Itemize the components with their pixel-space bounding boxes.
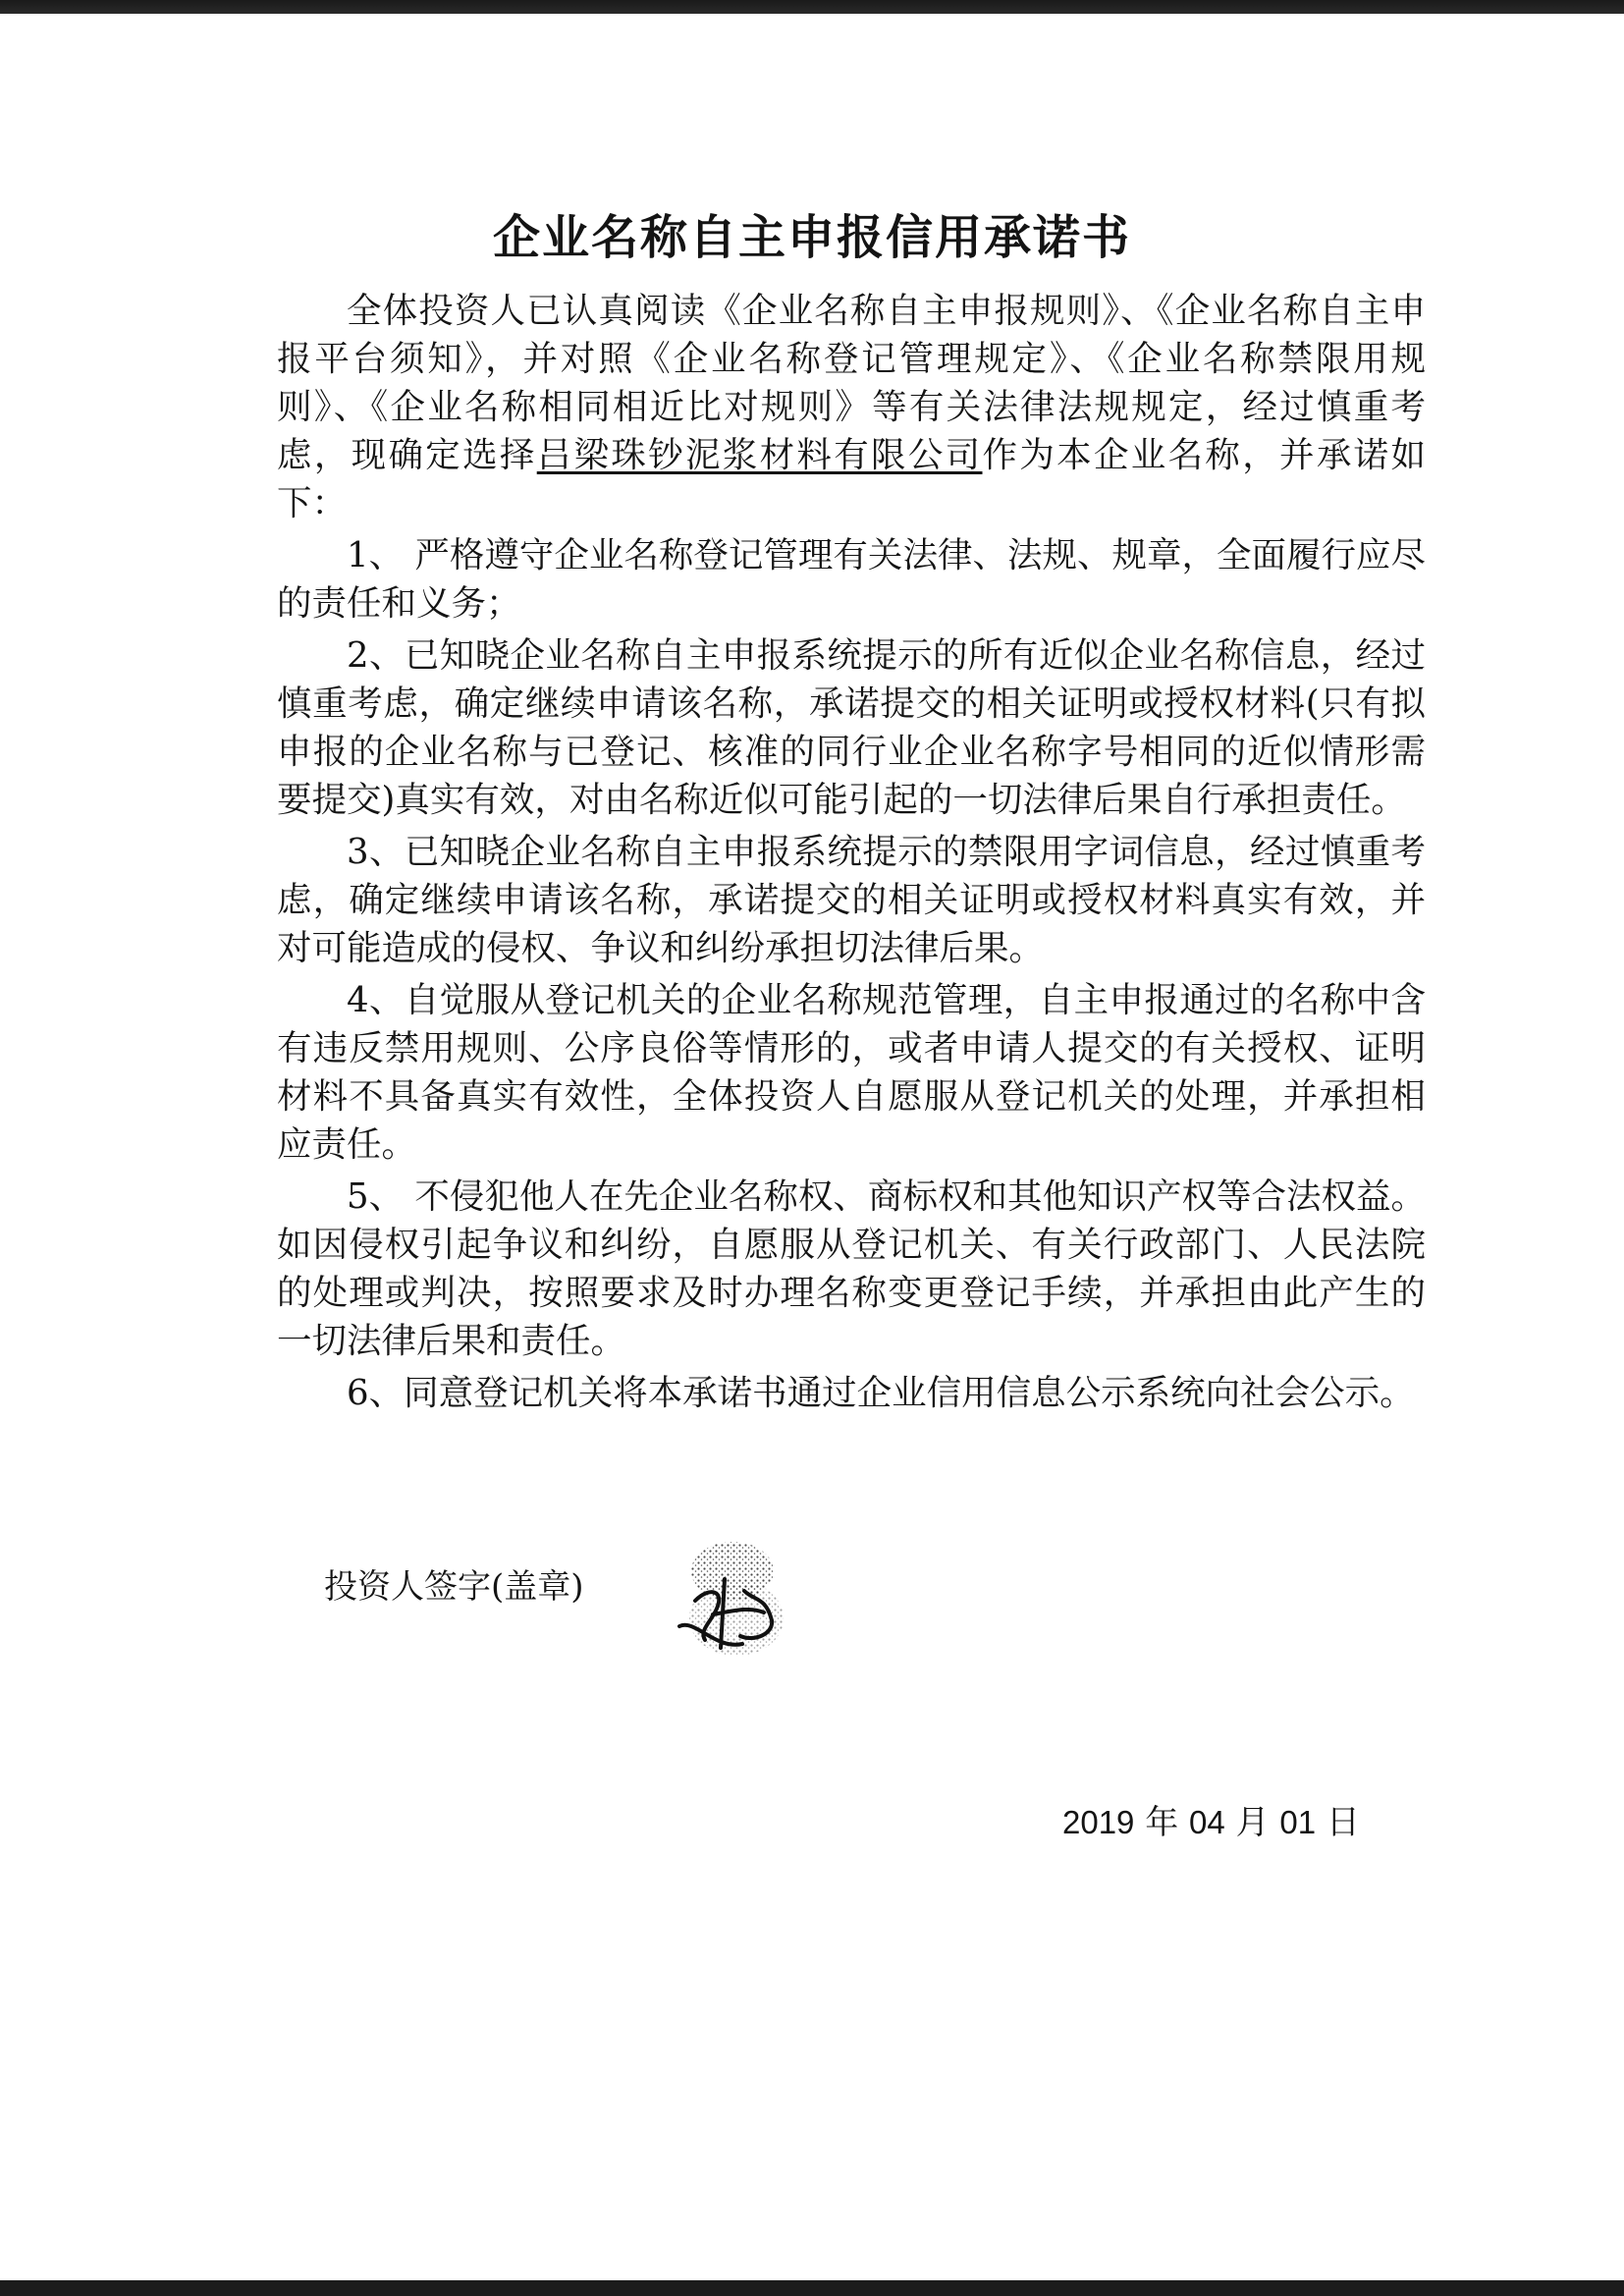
commitment-item-3: 3、已知晓企业名称自主申报系统提示的禁限用字词信息，经过慎重考虑，确定继续申请该名称，承诺提交的相关证明或授权材料真实有效，并对可能造成的侵权、争议和纠纷承担切法律后果。 <box>277 832 1426 968</box>
date-day: 01 <box>1279 1804 1317 1840</box>
document-date <box>1062 1799 1360 1846</box>
document-body <box>277 287 1426 1417</box>
date-month-unit: 月 <box>1235 1803 1270 1842</box>
commitment-item-2: 2、已知晓企业名称自主申报系统提示的所有近似企业名称信息，经过慎重考虑，确定继续申请该名称，承诺提交的相关证明或授权材料(只有拟申报的企业名称与已登记、核准的同行业企业名称字号相同的近似情形需要提交)真实有效，对由名称近似可能引起的一切法律后果自行承担责任。 <box>277 635 1426 820</box>
date-year-unit: 年 <box>1145 1803 1179 1842</box>
document-title: 企业名称自主申报信用承诺书 <box>492 210 1131 265</box>
scan-edge-bottom <box>0 2280 1624 2296</box>
handwritten-signature <box>656 1532 813 1669</box>
signature-area <box>324 1532 913 1669</box>
date-month: 04 <box>1189 1804 1225 1840</box>
date-year: 2019 <box>1062 1804 1135 1840</box>
company-name: 吕梁珠钞泥浆材料有限公司 <box>536 435 983 475</box>
scan-edge-top <box>0 0 1624 14</box>
intro-text: 全体投资人已认真阅读《企业名称自主申报规则》、《企业名称自主申报平台须知》，并对照《企业名称登记管理规定》、《企业名称禁限用规则》、《企业名称相同相近比对规则》等有关法律法规规定，经过慎重考虑，现确定选择 <box>277 291 1426 475</box>
intro-tail: 作为本企业名称，并承诺如下： <box>277 435 1426 523</box>
signature-label: 投资人签字(盖章) <box>324 1567 584 1607</box>
intro-paragraph <box>277 287 1426 527</box>
commitment-item-1: 1、 严格遵守企业名称登记管理有关法律、法规、规章，全面履行应尽的责任和义务； <box>277 535 1426 624</box>
commitment-item-6: 6、同意登记机关将本承诺书通过企业信用信息公示系统向社会公示。 <box>347 1373 1415 1413</box>
commitment-item-5: 5、 不侵犯他人在先企业名称权、商标权和其他知识产权等合法权益。如因侵权引起争议和纠纷，自愿服从登记机关、有关行政部门、人民法院的处理或判决，按照要求及时办理名称变更登记手续，并承担由此产生的一切法律后果和责任。 <box>277 1176 1426 1361</box>
date-day-unit: 日 <box>1326 1803 1360 1842</box>
commitment-item-4: 4、自觉服从登记机关的企业名称规范管理，自主申报通过的名称中含有违反禁用规则、公序良俗等情形的，或者申请人提交的有关授权、证明材料不具备真实有效性，全体投资人自愿服从登记机关的处理，并承担相应责任。 <box>277 980 1426 1165</box>
